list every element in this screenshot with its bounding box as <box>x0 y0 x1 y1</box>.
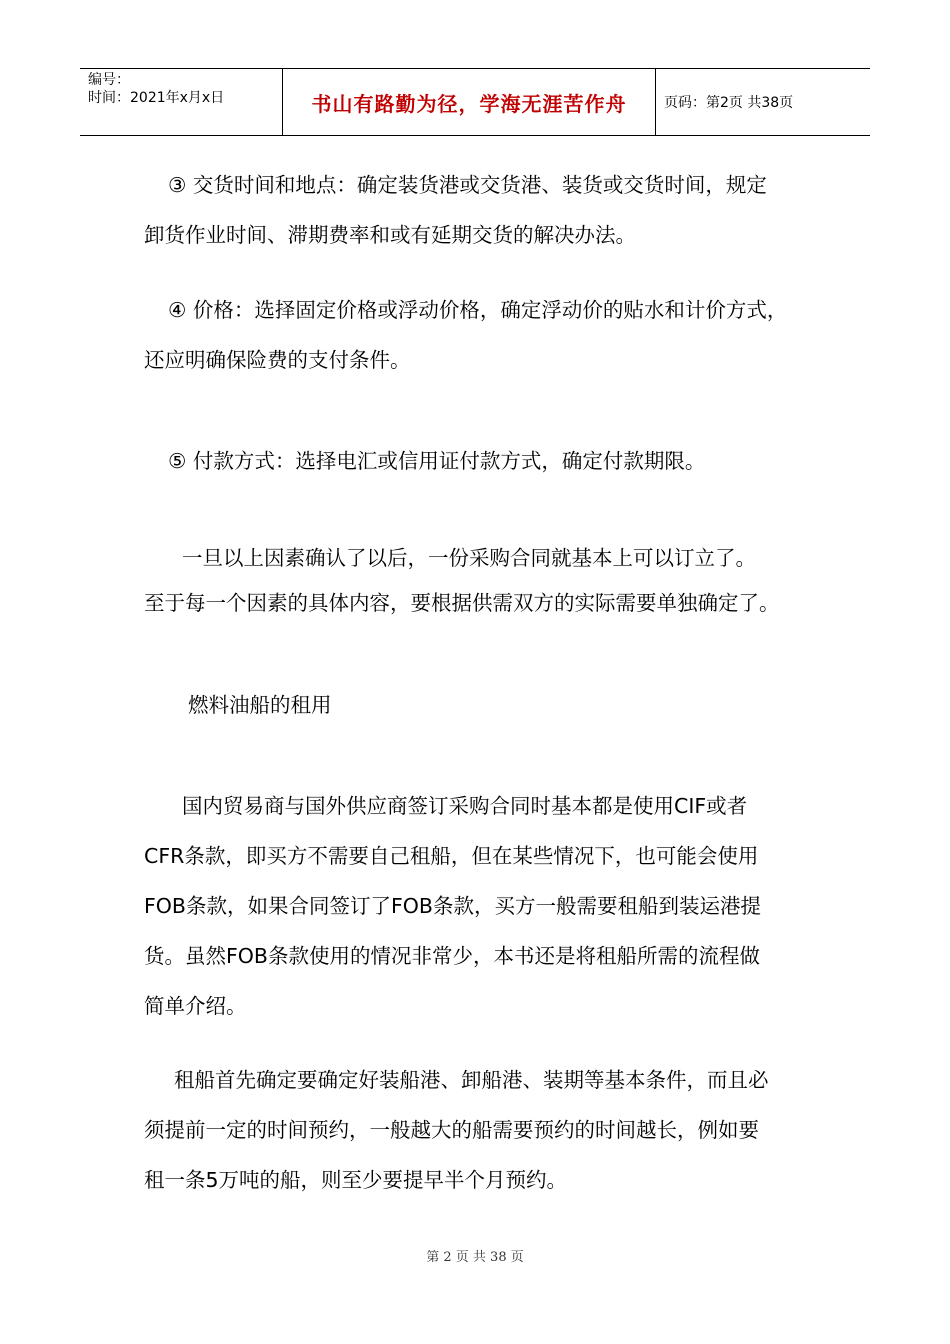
paragraph-line: 货。虽然FOB条款使用的情况非常少，本书还是将租船所需的流程做 <box>144 944 760 968</box>
paragraph-delivery <box>144 160 840 260</box>
header-date: 时间：2021年x月x日 <box>88 90 225 106</box>
paragraph-line: ⑤ 付款方式：选择电汇或信用证付款方式，确定付款期限。 <box>168 449 706 473</box>
paragraph-line: 租船首先确定要确定好装船港、卸船港、装期等基本条件，而且必 <box>174 1068 769 1092</box>
paragraph-line: CFR条款，即买方不需要自己租船，但在某些情况下，也可能会使用 <box>144 844 759 868</box>
paragraph-payment <box>144 436 840 486</box>
header-meta <box>80 69 282 135</box>
paragraph-line: ③ 交货时间和地点：确定装货港或交货港、装货或交货时间，规定 <box>168 173 767 197</box>
paragraph-line: 至于每一个因素的具体内容，要根据供需双方的实际需要单独确定了。 <box>144 591 780 615</box>
paragraph-price <box>144 285 840 385</box>
paragraph-line: 国内贸易商与国外供应商签订采购合同时基本都是使用CIF或者 <box>182 794 748 818</box>
page-footer: 第 2 页 共 38 页 <box>426 1250 524 1265</box>
paragraph-line: ④ 价格：选择固定价格或浮动价格，确定浮动价的贴水和计价方式， <box>168 298 788 322</box>
header-page-info: 页码：第2页 共38页 <box>664 95 794 111</box>
paragraph-line: 租一条5万吨的船，则至少要提早半个月预约。 <box>144 1168 568 1192</box>
heading-text: 燃料油船的租用 <box>188 693 332 717</box>
section-heading <box>144 680 860 730</box>
paragraph-summary <box>144 533 854 623</box>
paragraph-line: 简单介绍。 <box>144 994 247 1018</box>
paragraph-trade <box>144 781 854 1031</box>
page-header <box>80 68 870 136</box>
paragraph-charter <box>144 1055 846 1205</box>
paragraph-line: FOB条款，如果合同签订了FOB条款，买方一般需要租船到装运港提 <box>144 894 761 918</box>
header-number: 编号： <box>88 72 130 88</box>
paragraph-line: 还应明确保险费的支付条件。 <box>144 348 411 372</box>
paragraph-line: 须提前一定的时间预约，一般越大的船需要预约的时间越长，例如要 <box>144 1118 759 1142</box>
header-motto: 书山有路勤为径，学海无涯苦作舟 <box>311 91 627 116</box>
paragraph-line: 一旦以上因素确认了以后，一份采购合同就基本上可以订立了。 <box>182 546 756 570</box>
paragraph-line: 卸货作业时间、滞期费率和或有延期交货的解决办法。 <box>144 223 636 247</box>
